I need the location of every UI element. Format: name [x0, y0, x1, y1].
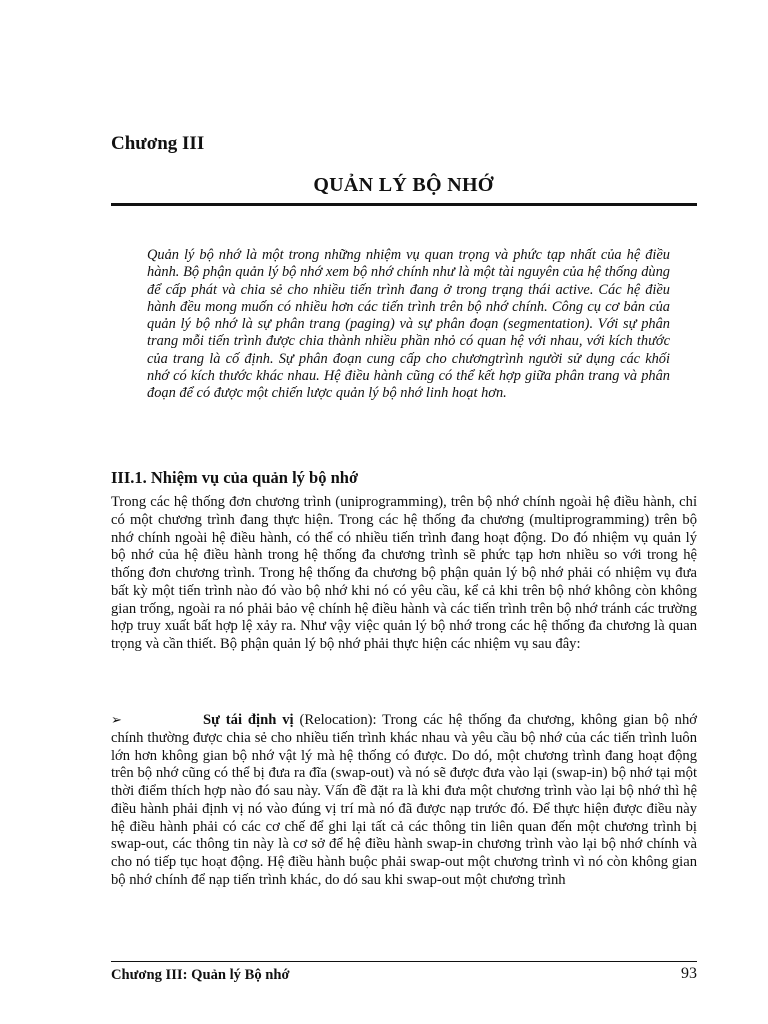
arrow-bullet-icon: ➢	[111, 713, 122, 728]
footer-rule	[111, 961, 697, 962]
footer-chapter-title: Chương III: Quản lý Bộ nhớ	[111, 967, 290, 983]
chapter-label: Chương III	[111, 133, 205, 154]
chapter-title: QUẢN LÝ BỘ NHỚ	[313, 174, 494, 196]
section-paragraph: Trong các hệ thống đơn chương trình (uniprogramming), trên bộ nhớ chính ngoài hệ điều hành, chỉ có một chương trình đang thực hiện. Trong các hệ thống đa chương (multiprogramming) trên bộ nhớ chính ngoài hệ điều hành, có thể có nhiều tiến trình đang hoạt động. Do đó nhiệm vụ quản lý bộ nhớ của hệ điều hành trong hệ thống đa chương trình sẽ phức tạp hơn nhiều so với trong hệ thống đơn chương trình. Trong hệ thống đa chương bộ phận quản lý bộ nhớ phải có nhiệm vụ đưa bất kỳ một tiến trình nào đó vào bộ nhớ khi nó có yêu cầu, kể cả khi trên bộ nhớ không còn không gian trống, ngoài ra nó phải bảo vệ chính hệ điều hành và các tiến trình trên bộ nhớ tránh các trường hợp truy xuất bất hợp lệ xảy ra. Như vậy việc quản lý bộ nhớ trong các hệ thống đa chương là quan trọng và cần thiết. Bộ phận quản lý bộ nhớ phải thực hiện các nhiệm vụ sau đây:	[111, 494, 697, 652]
title-rule	[111, 203, 697, 206]
bullet-term: Sự tái định vị	[203, 712, 294, 728]
bullet-item-relocation	[111, 712, 697, 890]
bullet-text: (Relocation): Trong các hệ thống đa chương, không gian bộ nhớ chính thường được chia sẻ cho nhiều tiến trình khác nhau và yêu cầu bộ nhớ của các tiến trình luôn lớn hơn không gian bộ nhớ vật lý mà hệ thống có được. Do dó, một chương trình đang hoạt động trên bộ nhớ cũng có thể bị đưa ra đĩa (swap-out) và nó sẽ được đưa vào lại (swap-in) bộ nhớ tại một thời điểm thích hợp nào đó sau này. Vấn đề đặt ra là khi đưa một chương trình vào lại bộ nhớ thì hệ điều hành phải định vị nó vào đúng vị trí mà nó đã được nạp trước đó. Để thực hiện được điều này hệ điều hành phải có các cơ chế để ghi lại tất cả các thông tin liên quan đến một chương trình bị swap-out, các thông tin này là cơ sở để hệ điều hành swap-in chương trình vào lại bộ nhớ chính và cho nó tiếp tục hoạt động. Hệ điều hành buộc phải swap-out một chương trình vì nó còn không gian bộ nhớ chính để nạp tiến trình khác, do dó sau khi swap-out một chương trình	[111, 712, 697, 888]
section-heading: III.1. Nhiệm vụ của quản lý bộ nhớ	[111, 468, 359, 487]
page-number: 93	[681, 965, 697, 982]
chapter-abstract: Quản lý bộ nhớ là một trong những nhiệm vụ quan trọng và phức tạp nhất của hệ điều hành. Bộ phận quản lý bộ nhớ xem bộ nhớ chính như là một tài nguyên của hệ thống dùng để cấp phát và chia sẻ cho nhiều tiến trình đang ở trong trạng thái active. Các hệ điều hành đều mong muốn có nhiều hơn các tiến trình trên bộ nhớ chính. Công cụ cơ bản của quản lý bộ nhớ là sự phân trang (paging) và sự phân đoạn (segmentation). Với sự phân trang mỗi tiến trình được chia thành nhiều phần nhỏ có quan hệ với nhau, với kích thước của trang là cố định. Sự phân đoạn cung cấp cho chươngtrình người sử dụng các khối nhớ có kích thước khác nhau. Hệ điều hành cũng có thể kết hợp giữa phân trang và phân đoạn để có được một chiến lược quản lý bộ nhớ linh hoạt hơn.	[147, 247, 670, 402]
